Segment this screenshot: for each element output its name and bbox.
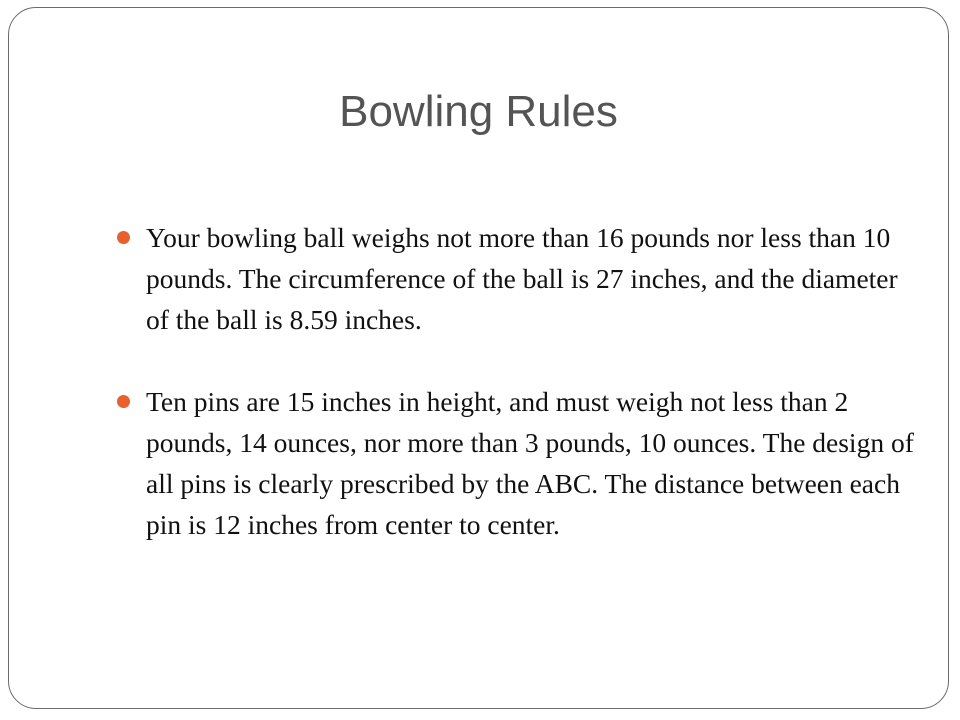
bullet-text: Ten pins are 15 inches in height, and must weigh not less than 2 pounds, 14 ounces, nor more than 3 pounds, 10 ounces. The design of all pins is clearly prescribed by the ABC. The distance between each pin is 12 inches from center to center. [146,386,914,540]
bullet-list [117,217,917,545]
slide-frame [8,7,949,709]
bullet-text: Your bowling ball weighs not more than 16 pounds nor less than 10 pounds. The circumference of the ball is 27 inches, and the diameter of the ball is 8.59 inches. [146,222,898,335]
bullet-item [117,217,917,340]
bullet-dot-icon [117,231,130,244]
slide-title: Bowling Rules [339,87,618,136]
bullet-item [117,381,917,545]
bullet-dot-icon [117,395,130,408]
